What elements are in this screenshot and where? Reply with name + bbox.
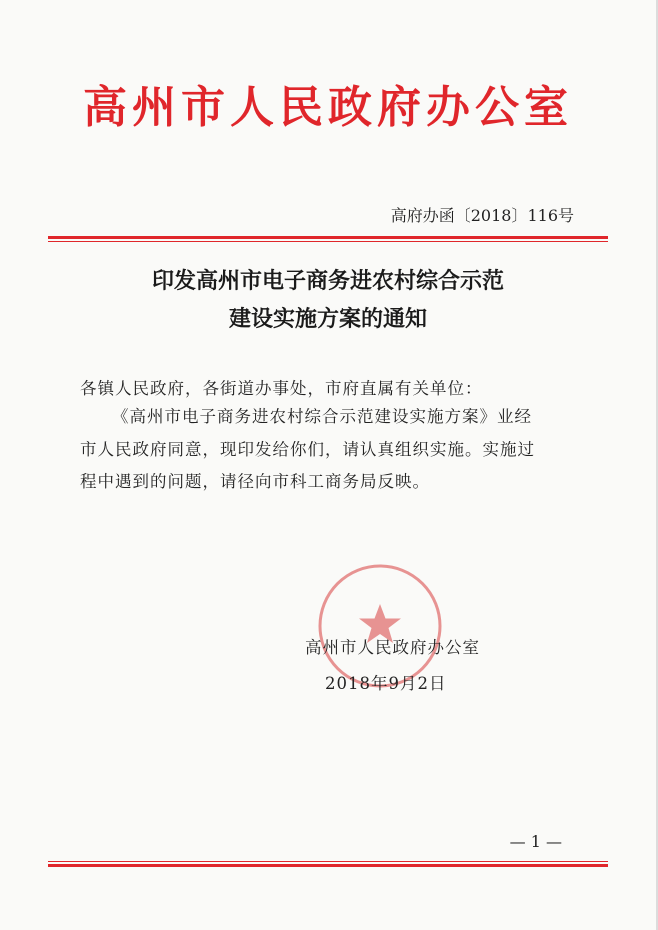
- signature-date: 2018年9月2日: [325, 674, 447, 693]
- header-red-rule: [48, 236, 608, 239]
- footer-red-rule: [48, 864, 608, 867]
- body-line-3: 程中遇到的问题，请径向市科工商务局反映。: [80, 472, 430, 491]
- issuing-office-header: 高州市人民政府办公室: [83, 82, 573, 133]
- footer-red-rule-thin: [48, 861, 608, 862]
- body-line-1: [80, 401, 580, 433]
- body-line-1-text: 《高州市电子商务进农村综合示范建设实施方案》业经: [112, 407, 532, 426]
- document-title-line-2: 建设实施方案的通知: [228, 306, 427, 332]
- salutation: 各镇人民政府，各街道办事处，市府直属有关单位：: [80, 379, 483, 398]
- page-number: — 1 —: [509, 832, 562, 851]
- signature-office: 高州市人民政府办公室: [305, 638, 480, 657]
- header-red-rule-thin: [48, 241, 608, 242]
- document-title-line-1: 印发高州市电子商务进农村综合示范: [151, 268, 504, 294]
- document-number: 高府办函〔2018〕116号: [390, 206, 574, 225]
- body-line-2: 市人民政府同意，现印发给你们，请认真组织实施。实施过: [80, 440, 535, 459]
